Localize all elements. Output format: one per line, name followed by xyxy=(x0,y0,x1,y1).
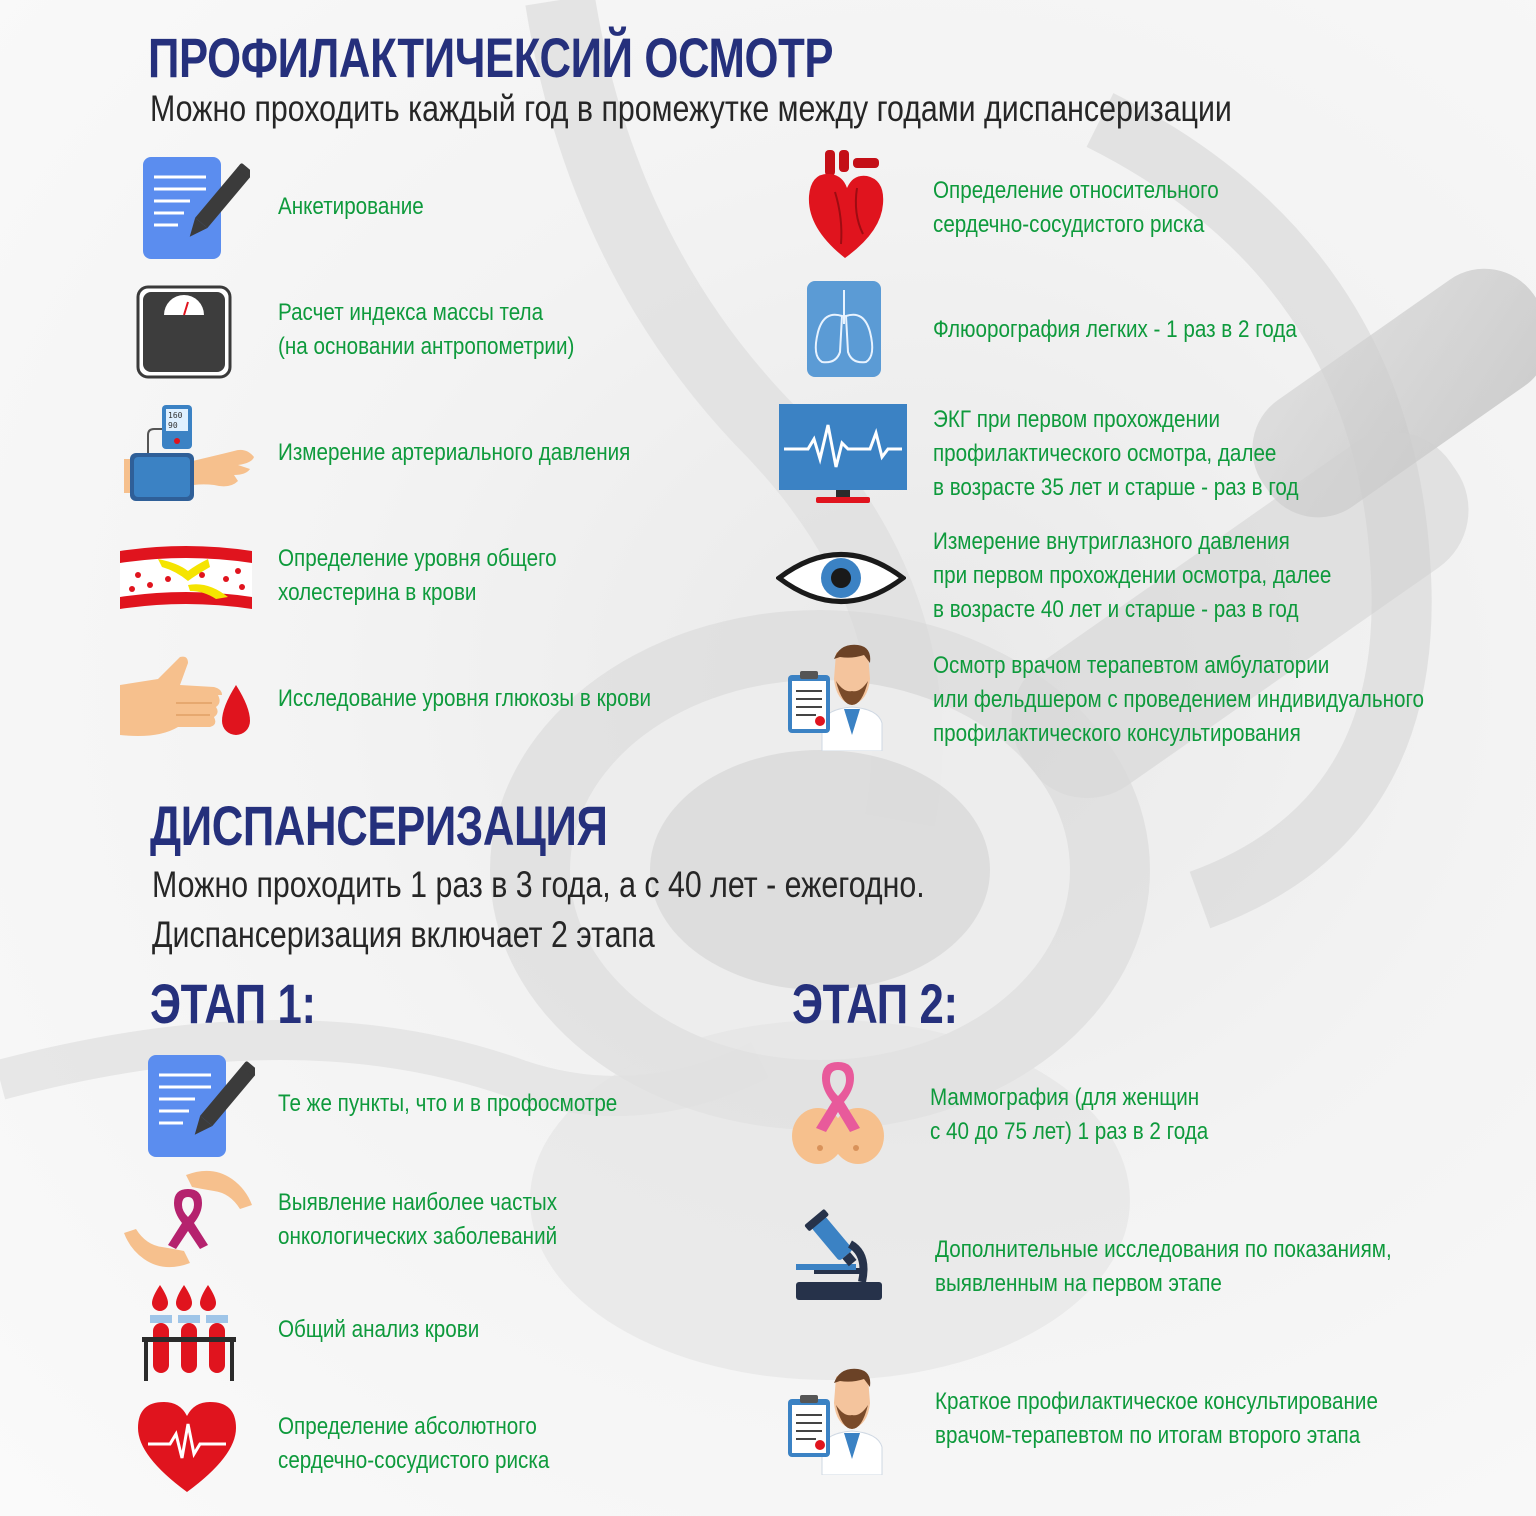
dispanser-subtitle xyxy=(152,860,925,960)
scale-icon xyxy=(136,285,232,379)
heart-pulse-icon xyxy=(134,1398,240,1494)
stage2-title: ЭТАП 2: xyxy=(792,972,958,1035)
stage1-item-oncology: Выявление наиболее частых онкологических заболеваний xyxy=(278,1189,558,1250)
profosmotr-title: ПРОФИЛАКТИЧЕКСИЙ ОСМОТР xyxy=(148,26,834,89)
svg-text:90: 90 xyxy=(168,421,178,430)
dispanser-title: ДИСПАНСЕРИЗАЦИЯ xyxy=(150,794,608,857)
profosmotr-item-cholesterol: Определение уровня общего холестерина в крови xyxy=(278,545,557,606)
profosmotr-item-pressure: Измерение артериального давления xyxy=(278,439,631,466)
eye-icon xyxy=(776,545,906,611)
mammography-icon xyxy=(790,1058,886,1166)
questionnaire-icon xyxy=(140,155,250,263)
blood-pressure-monitor-icon xyxy=(118,403,258,503)
dispanser-subtitle-line: Можно проходить 1 раз в 3 года, а с 40 лет - ежегодно. xyxy=(152,864,925,905)
profosmotr-item-relative-risk: Определение относительного сердечно-сосудистого риска xyxy=(933,177,1219,238)
profosmotr-item-bmi: Расчет индекса массы тела (на основании антропометрии) xyxy=(278,299,575,360)
ecg-monitor-icon xyxy=(778,403,908,507)
stage2-item-mammography: Маммография (для женщин с 40 до 75 лет) 1 раз в 2 года xyxy=(930,1084,1209,1145)
profosmotr-item-fluorography: Флюорография легких - 1 раз в 2 года xyxy=(933,316,1297,343)
profosmotr-item-glucose: Исследование уровня глюкозы в крови xyxy=(278,685,652,712)
ribbon-hands-icon xyxy=(122,1165,254,1273)
lungs-xray-icon xyxy=(806,280,882,378)
profosmotr-item-eye-pressure: Измерение внутриглазного давления при первом прохождении осмотра, далее в возрасте 40 лет и старше - раз в год xyxy=(933,528,1332,623)
finger-blood-drop-icon xyxy=(118,655,254,745)
stage1-item-same: Те же пункты, что и в профосмотре xyxy=(278,1090,618,1117)
doctor-icon xyxy=(782,1367,888,1475)
profosmotr-item-questionnaire: Анкетирование xyxy=(278,193,424,220)
dispanser-subtitle-line: Диспансеризация включает 2 этапа xyxy=(152,913,655,955)
heart-icon xyxy=(805,148,887,260)
stage1-title: ЭТАП 1: xyxy=(150,972,316,1035)
stage1-item-blood-test: Общий анализ крови xyxy=(278,1316,480,1343)
doctor-icon xyxy=(782,643,888,751)
questionnaire-icon xyxy=(145,1053,255,1161)
microscope-icon xyxy=(792,1208,886,1304)
stage2-item-consultation: Краткое профилактическое консультирование врачом-терапевтом по итогам второго этапа xyxy=(935,1388,1378,1449)
stage1-item-absolute-risk: Определение абсолютного сердечно-сосудистого риска xyxy=(278,1413,550,1474)
cholesterol-artery-icon xyxy=(118,545,254,615)
profosmotr-subtitle: Можно проходить каждый год в промежутке между годами диспансеризации xyxy=(150,88,1232,129)
svg-text:160: 160 xyxy=(168,411,183,420)
profosmotr-item-ecg: ЭКГ при первом прохождении профилактического осмотра, далее в возрасте 35 лет и старше - раз в год xyxy=(933,406,1299,501)
profosmotr-item-doctor: Осмотр врачом терапевтом амбулатории или фельдшером с проведением индивидуального профилактического консультирования xyxy=(933,652,1425,747)
blood-test-tubes-icon xyxy=(140,1283,240,1383)
stage2-item-additional: Дополнительные исследования по показаниям, выявленным на первом этапе xyxy=(935,1236,1392,1297)
